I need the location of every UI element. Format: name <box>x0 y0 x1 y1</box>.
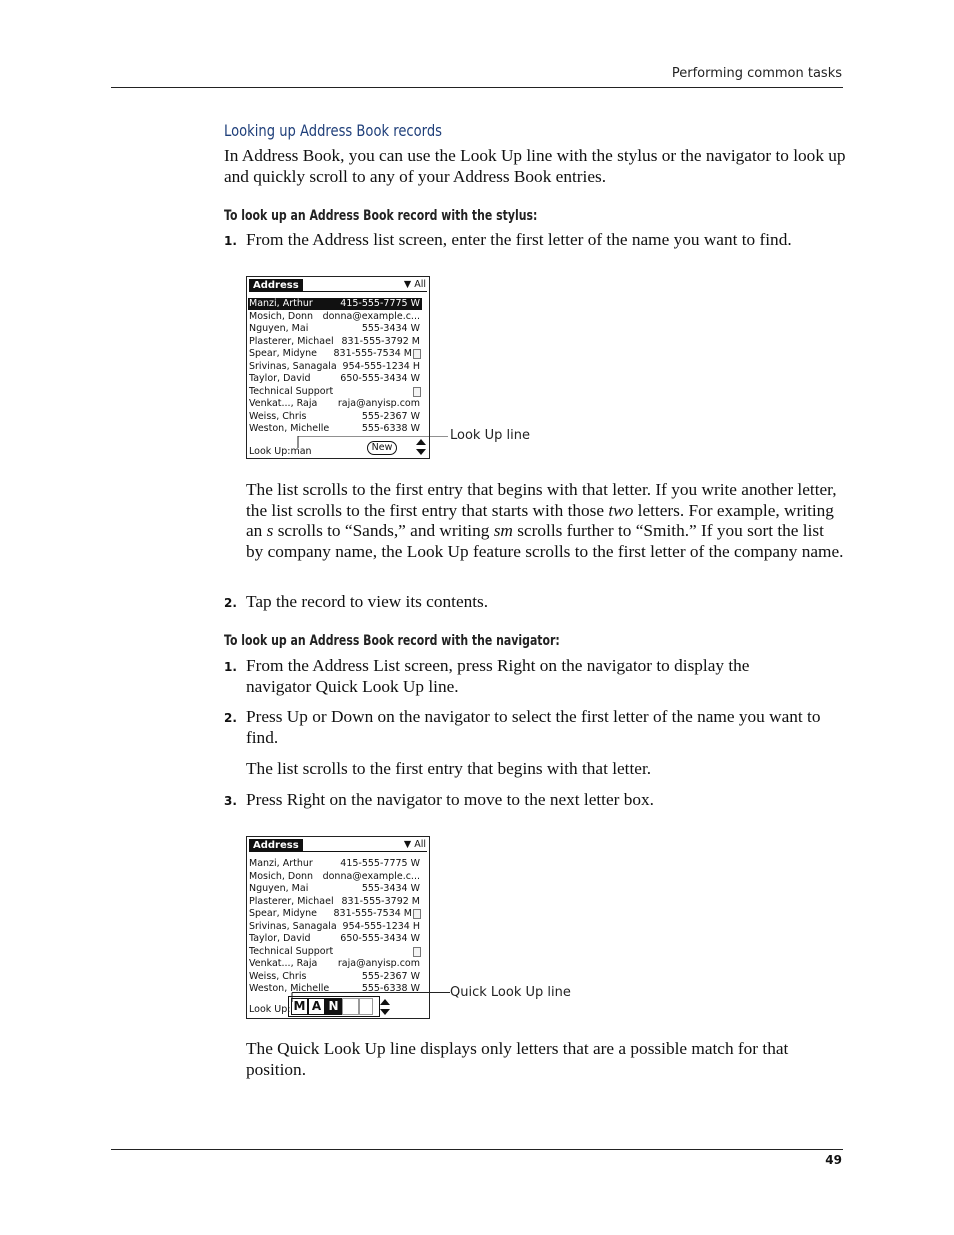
address-row[interactable] <box>248 933 422 945</box>
step-number: 2. <box>224 711 237 725</box>
lookup-callout-label: Look Up line <box>450 428 530 443</box>
contact-name: Mosich, Donn <box>249 310 314 322</box>
contact-name: Mosich, Donn <box>249 870 314 882</box>
contact-detail: 415-555-7775 W <box>340 298 420 309</box>
address-row[interactable] <box>248 921 422 933</box>
stylus-step-2: Tap the record to view its contents. <box>246 592 489 611</box>
app-title: Address <box>249 279 303 292</box>
step-number: 1. <box>224 660 237 674</box>
new-button[interactable]: New <box>367 441 397 455</box>
stylus-scroll-paragraph: The list scrolls to the first entry that begins with that letter. If you write another letter, the list scrolls to the first entry that starts with those two letters. For example, writing an s scrolls to “Sands,” and writing sm scrolls further to “Smith.” If you sort the list by company name, the Look Up feature scrolls to the first letter of the company name. <box>246 480 844 561</box>
contact-name: Plasterer, Michael <box>249 895 334 907</box>
address-screen-stylus <box>246 276 430 459</box>
category-picker[interactable]: ▼ All <box>403 839 426 850</box>
contact-name: Weiss, Chris <box>249 410 307 422</box>
address-row[interactable] <box>248 896 422 908</box>
category-picker[interactable]: ▼ All <box>403 279 426 290</box>
contact-detail: raja@anyisp.com <box>337 398 420 409</box>
contact-name: Manzi, Arthur <box>249 298 313 309</box>
quick-lookup-callout-label: Quick Look Up line <box>450 985 571 1000</box>
contact-detail: 555-6338 W <box>361 983 420 994</box>
contact-detail: 555-6338 W <box>361 423 420 434</box>
stylus-heading: To look up an Address Book record with the stylus: <box>224 208 538 224</box>
quick-lookup-label: Look Up: <box>249 1004 291 1015</box>
contact-detail: 555-3434 W <box>361 323 420 334</box>
title-bar <box>248 839 428 852</box>
navigator-step-3: Press Right on the navigator to move to the next letter box. <box>246 790 654 809</box>
contact-detail: 831-555-7534 M <box>333 348 412 359</box>
intro-paragraph: In Address Book, you can use the Look Up line with the stylus or the navigator to look up and quickly scroll to any of your Address Book entries. <box>224 146 846 186</box>
quick-lookup-callout-line <box>290 992 450 1004</box>
contact-detail: 954-555-1234 H <box>342 360 420 372</box>
contact-name: Venkat..., Raja <box>249 958 318 969</box>
contact-name: Weston, Michelle <box>249 983 330 994</box>
contact-detail: 831-555-7534 M <box>333 908 412 919</box>
quick-letter-1[interactable]: M <box>291 998 308 1015</box>
contact-name: Manzi, Arthur <box>249 858 313 869</box>
address-row[interactable] <box>248 386 422 398</box>
address-row[interactable] <box>248 311 422 323</box>
quick-letter-2[interactable]: A <box>308 998 325 1015</box>
section-title: Looking up Address Book records <box>224 121 442 140</box>
contact-detail: 831-555-3792 M <box>341 895 420 907</box>
contact-detail: donna@example.c... <box>322 870 420 882</box>
contact-detail: 555-3434 W <box>361 883 420 894</box>
contact-detail: 415-555-7775 W <box>340 858 420 869</box>
footer-rule <box>111 1149 843 1150</box>
address-row[interactable] <box>248 373 422 385</box>
contact-name: Technical Support <box>249 945 334 957</box>
contact-detail: raja@anyisp.com <box>337 958 420 969</box>
address-row[interactable] <box>248 411 422 423</box>
address-row[interactable] <box>248 336 422 348</box>
address-row[interactable] <box>248 946 422 958</box>
contact-name: Spear, Midyne <box>249 348 318 359</box>
address-row[interactable] <box>248 398 422 410</box>
address-row[interactable] <box>248 323 422 335</box>
contact-detail: 954-555-1234 H <box>342 920 420 932</box>
address-row[interactable] <box>248 423 422 435</box>
contact-name: Technical Support <box>249 385 334 397</box>
contact-name: Taylor, David <box>249 933 311 944</box>
header-rule <box>111 87 843 88</box>
contact-name: Srivinas, Sanagala <box>249 360 337 372</box>
contact-name: Nguyen, Mai <box>249 883 309 894</box>
step-number: 1. <box>224 234 237 248</box>
contact-detail: 831-555-3792 M <box>341 335 420 347</box>
address-row[interactable] <box>248 908 422 920</box>
step-number: 3. <box>224 794 237 808</box>
address-row[interactable] <box>248 298 422 310</box>
navigator-step-2: Press Up or Down on the navigator to select the first letter of the name you want to find. <box>246 707 821 747</box>
contact-detail: donna@example.c... <box>322 310 420 322</box>
title-bar <box>248 279 428 292</box>
address-row[interactable] <box>248 858 422 870</box>
address-row[interactable] <box>248 348 422 360</box>
quick-letter-3[interactable]: N <box>325 998 342 1015</box>
contact-detail: 555-2367 W <box>361 970 420 982</box>
contact-name: Weston, Michelle <box>249 423 330 434</box>
contact-name: Nguyen, Mai <box>249 323 309 334</box>
navigator-step-1: From the Address List screen, press Right on the navigator to display the navigator Quick Look Up line. <box>246 656 750 696</box>
step-number: 2. <box>224 596 237 610</box>
address-row[interactable] <box>248 871 422 883</box>
app-title: Address <box>249 839 303 852</box>
address-row[interactable] <box>248 361 422 373</box>
contact-detail: 650-555-3434 W <box>340 933 420 944</box>
contact-name: Spear, Midyne <box>249 908 318 919</box>
contact-detail: 555-2367 W <box>361 410 420 422</box>
address-row[interactable] <box>248 883 422 895</box>
note-icon <box>413 909 421 919</box>
navigator-step-2-note: The list scrolls to the first entry that begins with that letter. <box>246 759 652 778</box>
contact-name: Srivinas, Sanagala <box>249 920 337 932</box>
contact-name: Venkat..., Raja <box>249 398 318 409</box>
lookup-callout-line <box>296 436 450 452</box>
address-row[interactable] <box>248 971 422 983</box>
lookup-field[interactable]: Look Up:man <box>249 446 312 457</box>
running-head: Performing common tasks <box>671 66 842 81</box>
note-icon <box>413 349 421 359</box>
stylus-step-1: From the Address list screen, enter the first letter of the name you want to find. <box>246 230 792 249</box>
navigator-heading: To look up an Address Book record with the navigator: <box>224 633 560 649</box>
note-icon <box>413 947 421 957</box>
closing-paragraph: The Quick Look Up line displays only letters that are a possible match for that position. <box>246 1039 789 1079</box>
contact-name: Weiss, Chris <box>249 970 307 982</box>
contact-detail: 650-555-3434 W <box>340 373 420 384</box>
page-number: 49 <box>825 1153 842 1167</box>
note-icon <box>413 387 421 397</box>
address-row[interactable] <box>248 958 422 970</box>
contact-name: Taylor, David <box>249 373 311 384</box>
contact-name: Plasterer, Michael <box>249 335 334 347</box>
